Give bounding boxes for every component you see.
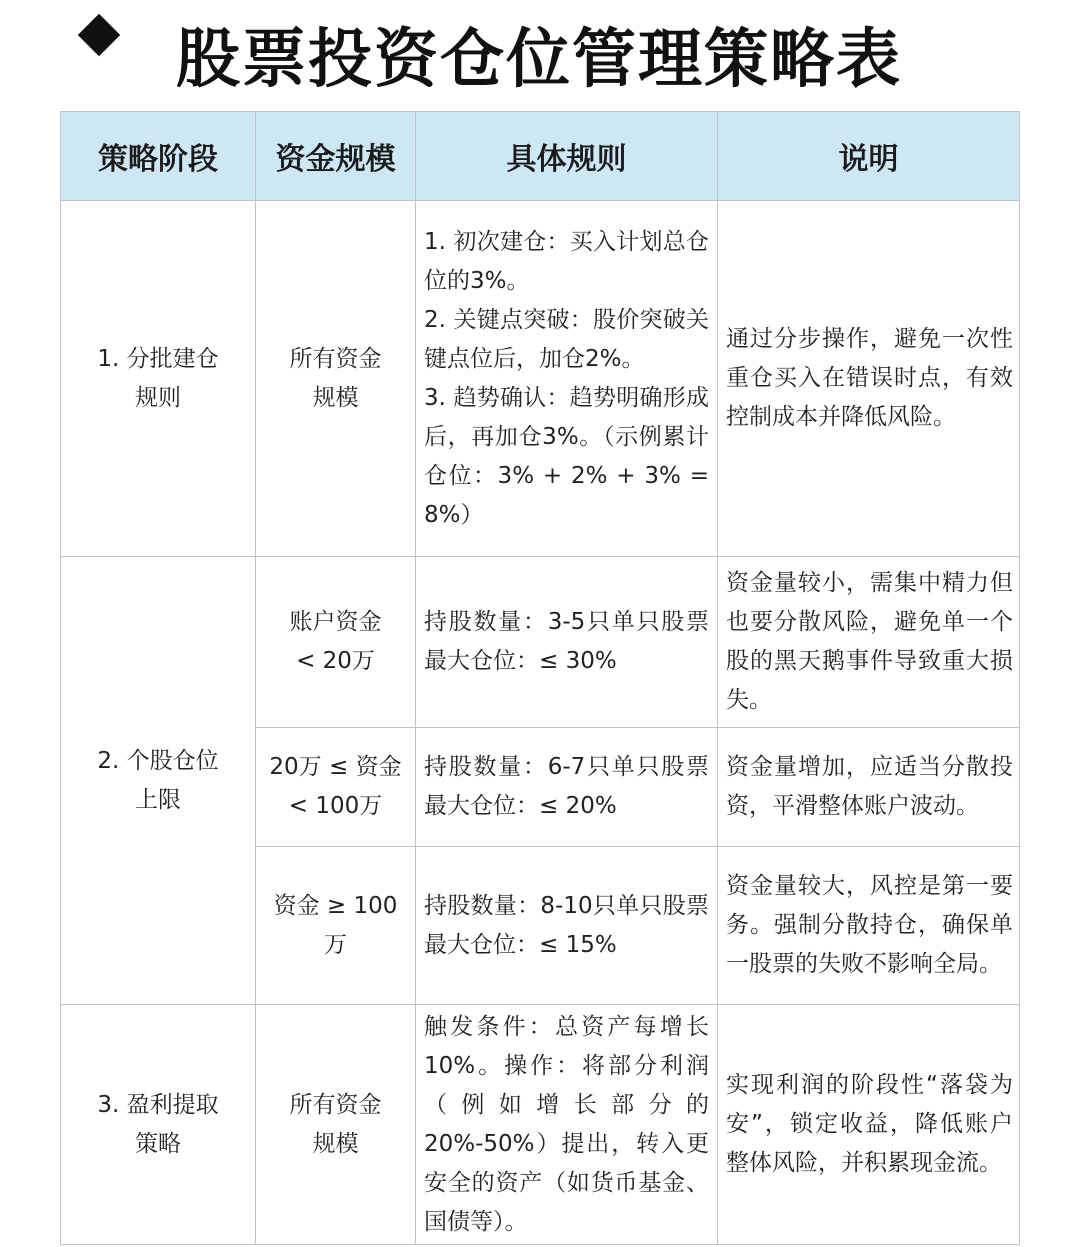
note-cell: 资金量较小，需集中精力但也要分散风险，避免单一个股的黑天鹅事件导致重大损失。	[718, 557, 1020, 728]
rule-cell: 持股数量：3-5只单只股票最大仓位：≤ 30%	[416, 557, 718, 728]
header-stage: 策略阶段	[61, 112, 256, 201]
header-capital: 资金规模	[256, 112, 416, 201]
note-cell: 通过分步操作，避免一次性重仓买入在错误时点，有效控制成本并降低风险。	[718, 201, 1020, 557]
note-cell: 实现利润的阶段性“落袋为安”，锁定收益，降低账户整体风险，并积累现金流。	[718, 1005, 1020, 1245]
table-row	[61, 1005, 1020, 1245]
page-title: 股票投资仓位管理策略表	[176, 23, 902, 97]
strategy-table	[60, 111, 1020, 1245]
capital-cell: 资金 ≥ 100 万	[256, 847, 416, 1005]
stage-cell: 1. 分批建仓 规则	[61, 201, 256, 557]
rule-cell: 触发条件：总资产每增长10%。操作：将部分利润（例如增长部分的20%-50%）提出，转入更安全的资产（如货币基金、国债等）。	[416, 1005, 718, 1245]
table-header-row	[61, 112, 1020, 201]
note-cell: 资金量增加，应适当分散投资，平滑整体账户波动。	[718, 728, 1020, 847]
capital-cell: 所有资金 规模	[256, 201, 416, 557]
table-row	[61, 201, 1020, 557]
diamond-bullet-icon	[78, 14, 120, 56]
capital-cell: 账户资金 < 20万	[256, 557, 416, 728]
stage-cell: 3. 盈利提取 策略	[61, 1005, 256, 1245]
stage-cell: 2. 个股仓位 上限	[61, 557, 256, 1005]
header-note: 说明	[718, 112, 1020, 201]
rule-cell: 持股数量：6-7只单只股票最大仓位：≤ 20%	[416, 728, 718, 847]
title-bar	[0, 0, 1080, 112]
note-cell: 资金量较大，风控是第一要务。强制分散持仓，确保单一股票的失败不影响全局。	[718, 847, 1020, 1005]
header-rule: 具体规则	[416, 112, 718, 201]
rule-cell: 持股数量：8-10只单只股票最大仓位：≤ 15%	[416, 847, 718, 1005]
capital-cell: 20万 ≤ 资金 < 100万	[256, 728, 416, 847]
table-row	[61, 557, 1020, 728]
capital-cell: 所有资金 规模	[256, 1005, 416, 1245]
rule-cell: 1. 初次建仓：买入计划总仓位的3%。 2. 关键点突破：股价突破关键点位后，加仓2%。 3. 趋势确认：趋势明确形成后，再加仓3%。（示例累计仓位：3% + 2% + 3% = 8%）	[416, 201, 718, 557]
